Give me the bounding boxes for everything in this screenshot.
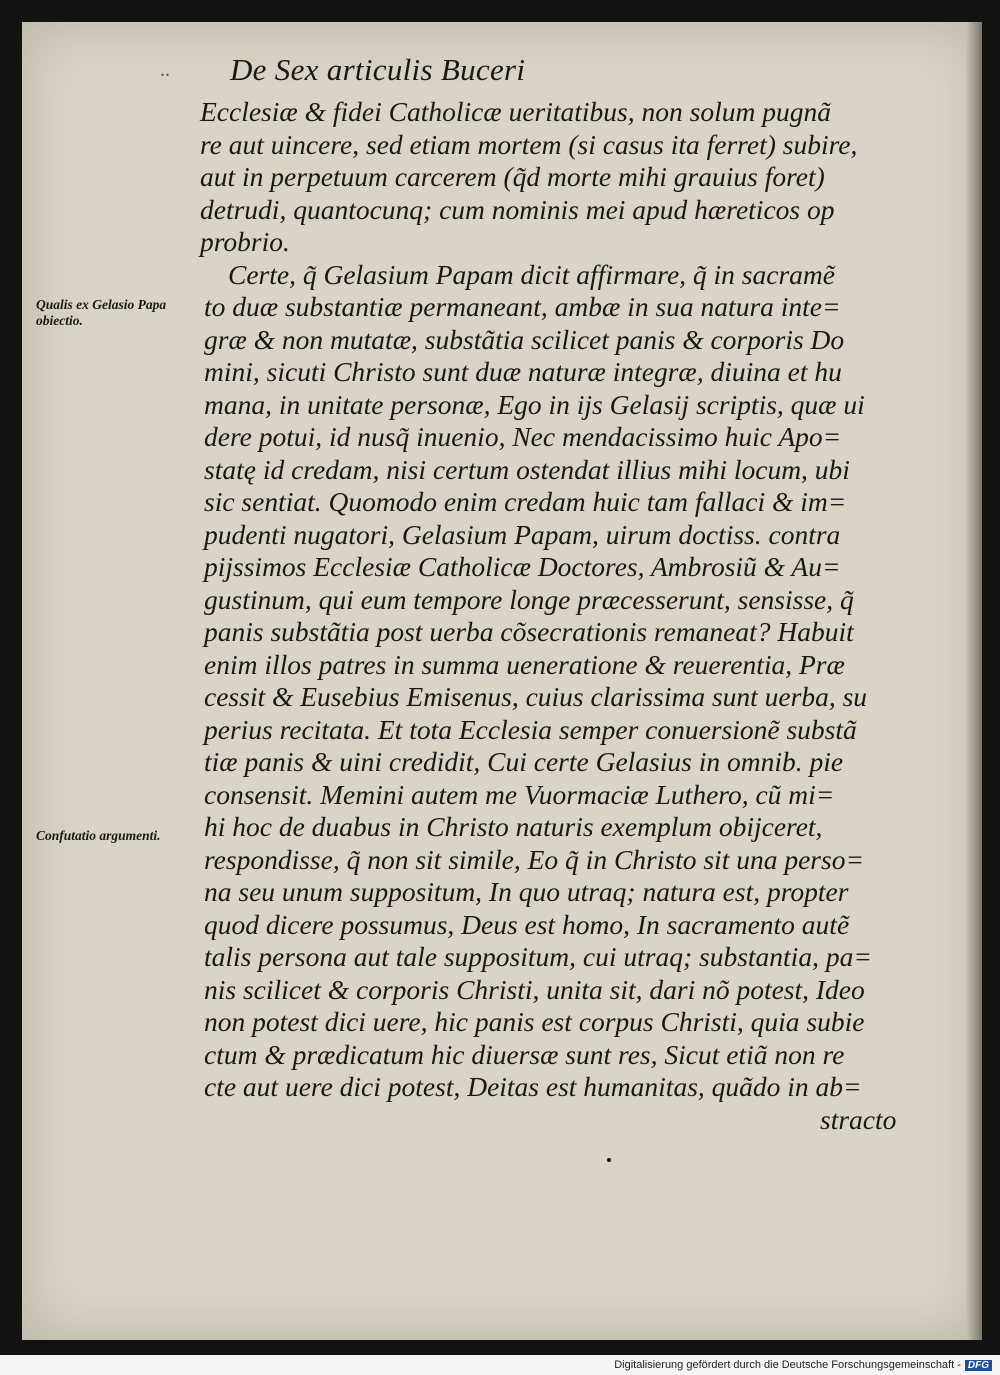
text-line: ctum & prædicatum hic diuersæ sunt res, Sicut etiã non re <box>204 1038 845 1070</box>
text-line: to duæ substantiæ permaneant, ambæ in sua natura inte= <box>204 291 841 322</box>
digitization-footer <box>0 1355 1000 1375</box>
page-edge <box>966 22 982 1340</box>
running-title: De Sex articulis Buceri <box>230 52 526 87</box>
catchword: stracto <box>820 1103 897 1135</box>
text-line: pijssimos Ecclesiæ Catholicæ Doctores, Ambrosiũ & Au= <box>204 551 841 582</box>
text-line: statę id credam, nisi certum ostendat illius mihi locum, ubi <box>204 453 850 485</box>
text-line: detrudi, quantocunq; cum nominis mei apud hæreticos op <box>200 193 835 225</box>
text-line: mana, in unitate personæ, Ego in ijs Gelasij scriptis, quæ ui <box>204 388 865 420</box>
text-line: talis persona aut tale suppositum, cui utraq; substantia, pa= <box>204 941 872 972</box>
text-line: pudenti nugatori, Gelasium Papam, uirum doctiss. contra <box>204 518 841 550</box>
folio-mark: .. <box>160 58 170 81</box>
text-line: nis scilicet & corporis Christi, unita sit, dari nõ potest, Ideo <box>204 973 865 1005</box>
text-line: græ & non mutatæ, substãtia scilicet panis & corporis Do <box>204 323 845 355</box>
text-line: respondisse, q̃ non sit simile, Eo q̃ in Christo sit una perso= <box>204 843 864 875</box>
text-line: dere potui, id nusq̃ inuenio, Nec mendacissimo huic Apo= <box>204 421 842 452</box>
text-line: consensit. Memini autem me Vuormaciæ Luthero, cũ mi= <box>204 778 835 810</box>
text-line: sic sentiat. Quomodo enim credam huic tam fallaci & im= <box>204 486 847 517</box>
ink-dot <box>607 1158 611 1162</box>
text-line: non potest dici uere, hic panis est corpus Christi, quia subie <box>204 1006 865 1037</box>
text-line: probrio. <box>200 226 290 257</box>
text-line: aut in perpetuum carcerem (q̃d morte mihi grauius foret) <box>200 161 825 192</box>
text-line: mini, sicuti Christo sunt duæ naturæ integræ, diuina et hu <box>204 356 842 387</box>
text-line: Certe, q̃ Gelasium Papam dicit affirmare, q̃ in sacramẽ <box>228 258 835 290</box>
text-line: cessit & Eusebius Emisenus, cuius clarissima sunt uerba, su <box>204 681 868 712</box>
text-line: na seu unum suppositum, In quo utraq; natura est, propter <box>204 876 849 907</box>
sidenote-confutation: Confutatio argumenti. <box>36 828 161 843</box>
text-line: re aut uincere, sed etiam mortem (si casus ita ferret) subire, <box>200 128 858 160</box>
text-line: panis substãtia post uerba cõsecrationis remaneat? Habuit <box>204 616 854 647</box>
footer-credit: Digitalisierung gefördert durch die Deutsche Forschungsgemeinschaft - <box>614 1359 961 1371</box>
running-head <box>160 52 800 88</box>
text-line: enim illos patres in summa ueneratione & reuerentia, Præ <box>204 648 845 680</box>
text-line: gustinum, qui eum tempore longe præcesserunt, sensisse, q̃ <box>204 583 854 615</box>
text-line: perius recitata. Et tota Ecclesia semper conuersionẽ substã <box>204 713 857 745</box>
sidenote-gelasius-objection: Qualis ex Gelasio Papa obiectio. <box>36 297 167 328</box>
dfg-logo: DFG <box>965 1360 992 1371</box>
text-line: Ecclesiæ & fidei Catholicæ ueritatibus, non solum pugnã <box>200 96 831 127</box>
body-text <box>180 96 900 1136</box>
text-line: tiæ panis & uini credidit, Cui certe Gelasius in omnib. pie <box>204 746 844 777</box>
text-line: hi hoc de duabus in Christo naturis exemplum obijceret, <box>204 811 823 842</box>
text-line: cte aut uere dici potest, Deitas est humanitas, quãdo in ab= <box>204 1071 862 1102</box>
text-line: quod dicere possumus, Deus est homo, In sacramento autẽ <box>204 908 850 940</box>
